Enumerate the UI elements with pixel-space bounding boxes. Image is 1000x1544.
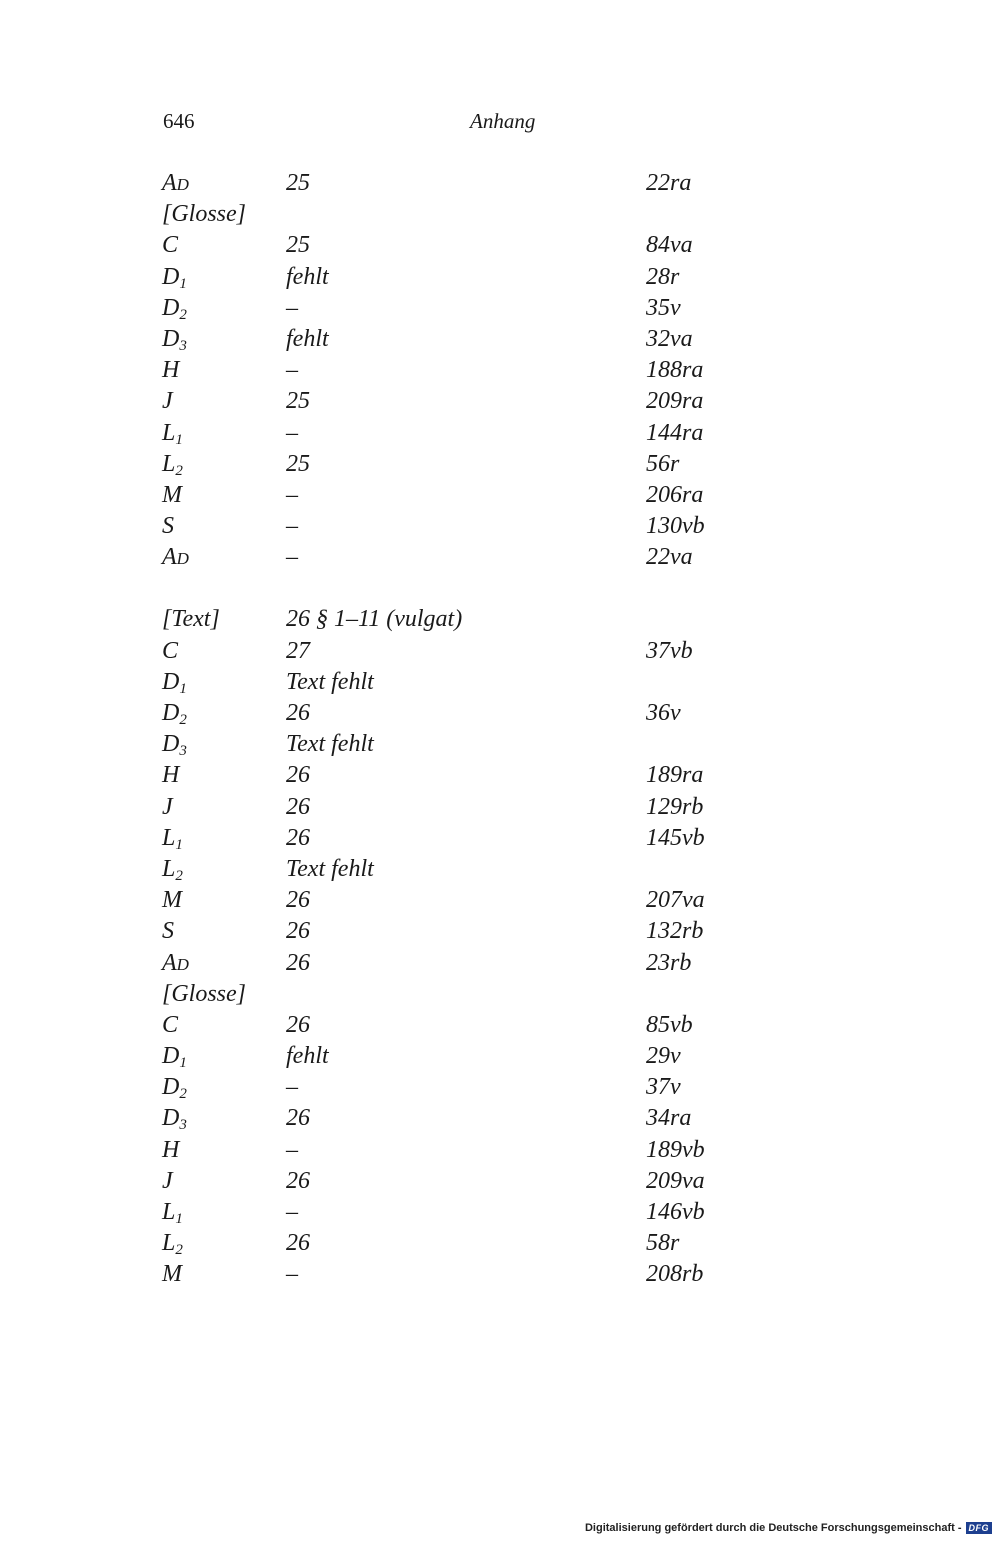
siglum-cell: $D_1$ [162, 668, 187, 697]
siglum-cell: J [162, 388, 173, 415]
manuscript-table [162, 168, 802, 1291]
table-row [162, 667, 802, 698]
table-row [162, 386, 802, 417]
folio-cell: 37v [646, 1074, 681, 1101]
siglum-cell: $L_2$ [162, 1230, 183, 1259]
section-cell: Text fehlt [286, 668, 374, 695]
table-row [162, 948, 802, 979]
section-cell: – [286, 1136, 298, 1163]
folio-cell: 188ra [646, 357, 704, 384]
folio-cell: 29v [646, 1043, 681, 1070]
dfg-logo: DFG [966, 1522, 993, 1534]
folio-cell: 28r [646, 263, 680, 290]
folio-cell: 56r [646, 450, 680, 477]
folio-cell: 132rb [646, 918, 704, 945]
siglum-cell: $L_1$ [162, 824, 183, 853]
folio-cell: 130vb [646, 513, 705, 540]
section-cell: 26 [286, 887, 310, 914]
table-row [162, 792, 802, 823]
folio-cell: 58r [646, 1230, 680, 1257]
table-row [162, 1010, 802, 1041]
folio-cell: 84va [646, 232, 693, 259]
folio-cell: 22ra [646, 170, 692, 196]
section-cell: 26 [286, 1105, 310, 1132]
table-row [162, 1072, 802, 1103]
footer-text: Digitalisierung gefördert durch die Deutsche Forschungsgemeinschaft - [584, 1522, 962, 1534]
siglum-cell: AD [162, 170, 189, 196]
section-cell: 26 [286, 793, 310, 820]
siglum-cell: [Text] [162, 606, 220, 633]
table-row [162, 449, 802, 480]
table-row [162, 854, 802, 885]
table-row [162, 324, 802, 355]
siglum-cell: $D_2$ [162, 294, 187, 323]
table-row [162, 542, 802, 573]
siglum-cell: S [162, 513, 174, 540]
section-cell: Text fehlt [286, 855, 374, 882]
folio-cell: 208rb [646, 1261, 704, 1288]
siglum-cell: M [162, 1261, 182, 1288]
section-cell: – [286, 544, 298, 571]
folio-cell: 23rb [646, 949, 692, 976]
siglum-cell: H [162, 357, 180, 384]
section-cell: fehlt [286, 263, 329, 290]
siglum-cell: AD [162, 544, 189, 571]
siglum-cell: AD [162, 949, 189, 976]
siglum-cell: $L_1$ [162, 1199, 183, 1227]
section-cell: – [286, 419, 298, 446]
table-row [162, 1228, 802, 1259]
section-cell: 25 [286, 232, 310, 259]
table-row [162, 262, 802, 293]
folio-cell: 206ra [646, 481, 704, 508]
table-row [162, 698, 802, 729]
table-row [162, 1103, 802, 1134]
siglum-cell: $D_3$ [162, 1105, 187, 1134]
section-cell: 26 [286, 824, 310, 851]
folio-cell: 36v [646, 700, 681, 726]
section-cell: – [286, 1199, 298, 1225]
running-title: Anhang [470, 109, 536, 133]
folio-cell: 34ra [646, 1105, 692, 1132]
table-row [162, 885, 802, 916]
siglum-cell: $L_2$ [162, 450, 183, 479]
siglum-cell: $D_3$ [162, 325, 187, 354]
section-cell: 26 [286, 700, 310, 726]
folio-cell: 207va [646, 887, 705, 914]
table-row [162, 480, 802, 511]
siglum-cell: H [162, 1136, 180, 1163]
table-row [162, 293, 802, 324]
section-cell: – [286, 481, 298, 508]
siglum-cell: C [162, 637, 179, 664]
section-cell: 25 [286, 170, 310, 196]
table-row [162, 916, 802, 947]
section-cell: – [286, 1074, 298, 1101]
siglum-cell: $D_3$ [162, 731, 187, 760]
folio-cell: 85vb [646, 1011, 693, 1038]
folio-cell: 37vb [646, 637, 693, 664]
section-cell: Text fehlt [286, 731, 374, 758]
siglum-cell: $D_2$ [162, 1074, 187, 1103]
siglum-cell: S [162, 918, 174, 945]
table-row [162, 1135, 802, 1166]
siglum-cell: C [162, 1011, 179, 1038]
table-row [162, 355, 802, 386]
section-cell: – [286, 357, 298, 384]
section-cell: 27 [286, 637, 310, 664]
folio-cell: 32va [646, 325, 693, 352]
table-row [162, 1197, 802, 1228]
table-row [162, 1166, 802, 1197]
siglum-cell: [Glosse] [162, 201, 247, 228]
section-cell: 26 [286, 918, 310, 945]
siglum-cell: $D_2$ [162, 700, 187, 728]
table-row [162, 729, 802, 760]
siglum-cell: J [162, 793, 173, 820]
table-row [162, 636, 802, 667]
section-cell: 25 [286, 450, 310, 477]
table-row [162, 199, 802, 230]
folio-cell: 209ra [646, 388, 704, 415]
table-row [162, 168, 802, 199]
section-cell: 26 [286, 1011, 310, 1038]
section-cell: – [286, 1261, 298, 1288]
digitization-footer [585, 1522, 992, 1534]
table-row [162, 979, 802, 1010]
siglum-cell: [Glosse] [162, 980, 247, 1007]
section-cell: 25 [286, 388, 310, 415]
folio-cell: 189vb [646, 1136, 705, 1163]
table-row [162, 823, 802, 854]
folio-cell: 22va [646, 544, 693, 571]
siglum-cell: M [162, 887, 182, 914]
section-cell: fehlt [286, 1043, 329, 1070]
section-cell: 26 [286, 1167, 310, 1194]
section-cell: 26 [286, 949, 310, 976]
section-cell: fehlt [286, 325, 329, 352]
folio-cell: 189ra [646, 762, 704, 789]
folio-cell: 146vb [646, 1199, 705, 1225]
siglum-cell: $D_1$ [162, 263, 187, 292]
page-number: 646 [163, 109, 195, 133]
section-cell: – [286, 294, 298, 321]
folio-cell: 145vb [646, 824, 705, 851]
table-row [162, 418, 802, 449]
section-cell: 26 [286, 1230, 310, 1257]
table-row [162, 511, 802, 542]
siglum-cell: M [162, 481, 182, 508]
folio-cell: 129rb [646, 793, 704, 820]
table-row [162, 1041, 802, 1072]
section-cell: – [286, 513, 298, 540]
siglum-cell: C [162, 232, 179, 259]
folio-cell: 209va [646, 1167, 705, 1194]
table-row [162, 760, 802, 791]
siglum-cell: $D_1$ [162, 1043, 187, 1072]
folio-cell: 35v [646, 294, 681, 321]
siglum-cell: $L_2$ [162, 855, 183, 884]
section-cell: 26 [286, 762, 310, 789]
siglum-cell: J [162, 1167, 173, 1194]
table-row [162, 230, 802, 261]
section-cell: 26 § 1–11 (vulgat) [286, 606, 463, 633]
folio-cell: 144ra [646, 419, 704, 446]
siglum-cell: H [162, 762, 180, 789]
siglum-cell: $L_1$ [162, 419, 183, 448]
table-row [162, 1259, 802, 1290]
table-row [162, 604, 802, 635]
